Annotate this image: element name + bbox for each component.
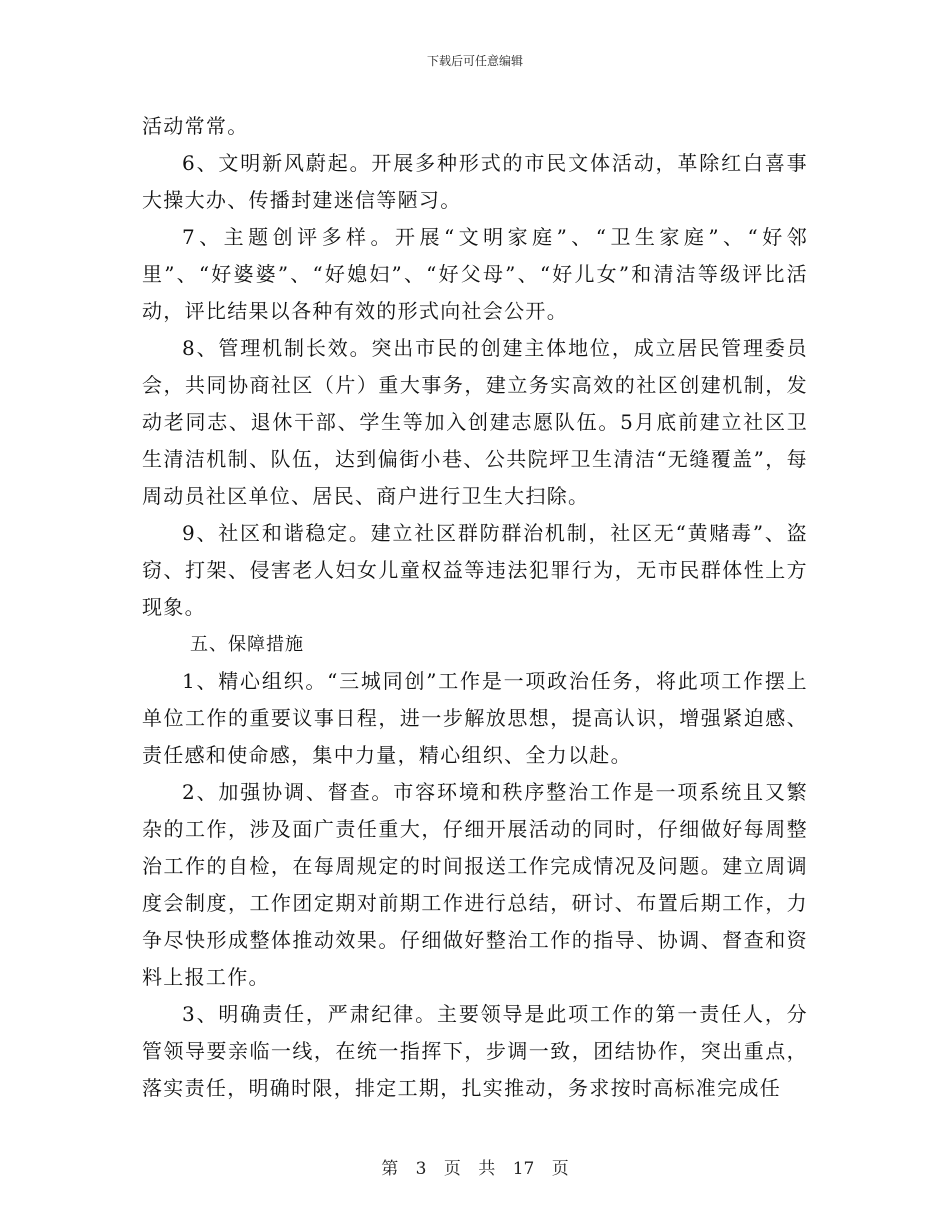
paragraph: 6、文明新风蔚起。开展多种形式的市民文体活动，革除红白喜事大操大办、传播封建迷信等陋习。 [142, 151, 808, 212]
paragraph: 9、社区和谐稳定。建立社区群防群治机制，社区无“黄赌毒”、盗窃、打架、侵害老人妇女儿童权益等违法犯罪行为，无市民群体性上方现象。 [142, 521, 808, 619]
footer-total-pages: 17 [512, 1159, 535, 1179]
paragraph: 1、精心组织。“三城同创”工作是一项政治任务，将此项工作摆上单位工作的重要议事日程，进一步解放思想，提高认识，增强紧迫感、责任感和使命感，集中力量，精心组织、全力以赴。 [142, 669, 808, 767]
footer-label-total: 共 [478, 1159, 496, 1179]
paragraph: 7、主题创评多样。开展“文明家庭”、“卫生家庭”、“好邻里”、“好婆婆”、“好媳妇”、“好父母”、“好儿女”和清洁等级评比活动，评比结果以各种有效的形式向社会公开。 [142, 225, 808, 323]
document-body [142, 108, 808, 1107]
page-number-footer [0, 1154, 950, 1179]
paragraph: 3、明确责任，严肃纪律。主要领导是此项工作的第一责任人，分管领导要亲临一线，在统一指挥下，步调一致，团结协作，突出重点，落实责任，明确时限，排定工期，扎实推动，务求按时高标准完成任 [142, 1002, 808, 1100]
footer-label-end: 页 [551, 1159, 569, 1179]
section-heading: 五、保障措施 [190, 634, 304, 655]
paragraph: 活动常常。 [142, 114, 249, 138]
paragraph: 8、管理机制长效。突出市民的创建主体地位，成立居民管理委员会，共同协商社区（片）重大事务，建立务实高效的社区创建机制，发动老同志、退休干部、学生等加入创建志愿队伍。5月底前建立社区卫生清洁机制、队伍，达到偏街小巷、公共院坪卫生清洁“无缝覆盖”，每周动员社区单位、居民、商户进行卫生大扫除。 [142, 336, 808, 508]
footer-label-of: 页 [443, 1159, 461, 1179]
paragraph: 2、加强协调、督查。市容环境和秩序整治工作是一项系统且又繁杂的工作，涉及面广责任重大，仔细开展活动的同时，仔细做好每周整治工作的自检，在每周规定的时间报送工作完成情况及问题。建立周调度会制度，工作团定期对前期工作进行总结，研讨、布置后期工作，力争尽快形成整体推动效果。仔细做好整治工作的指导、协调、督查和资料上报工作。 [142, 780, 808, 989]
footer-label-page: 第 [381, 1159, 399, 1179]
page-header-note: 下载后可任意编辑 [426, 54, 523, 68]
footer-current-page: 3 [415, 1159, 427, 1179]
